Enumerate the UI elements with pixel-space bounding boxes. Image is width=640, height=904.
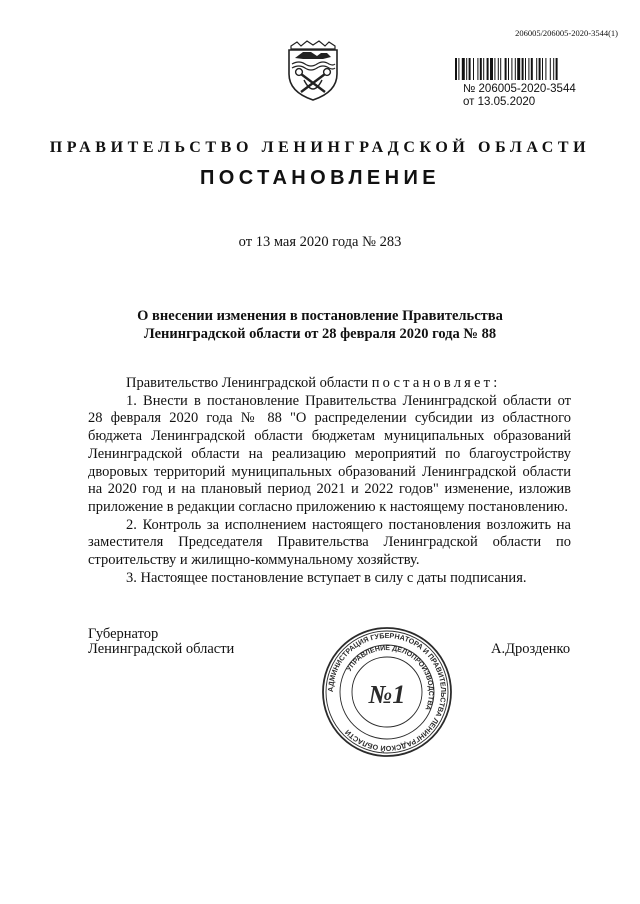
- barcode-bar: [458, 58, 459, 80]
- barcode-bar: [553, 58, 554, 80]
- barcode: [455, 58, 589, 80]
- barcode-bar: [539, 58, 541, 80]
- registry-line: 206005/206005-2020-3544(1): [515, 28, 618, 38]
- stamp-ring-text: АДМИНИСТРАЦИЯ ГУБЕРНАТОРА И ПРАВИТЕЛЬСТВА ЛЕНИНГРАДСКОЙ ОБЛАСТИ: [325, 630, 449, 754]
- stamp-inner-text: УПРАВЛЕНИЕ ДЕЛОПРОИЗВОДСТВА: [345, 644, 435, 712]
- barcode-bar: [545, 58, 546, 80]
- preamble-lead: Правительство Ленинградской области: [126, 375, 372, 391]
- clause-3: 3. Настоящее постановление вступает в силу с даты подписания.: [126, 569, 527, 586]
- preamble: [88, 375, 571, 393]
- barcode-bar: [517, 58, 520, 80]
- barcode-bar: [462, 58, 465, 80]
- registration-date: от 13.05.2020: [463, 96, 536, 108]
- barcode-bar: [480, 58, 482, 80]
- signer-title: Губернатор: [88, 626, 159, 642]
- barcode-bar: [500, 58, 501, 80]
- barcode-bar: [477, 58, 478, 80]
- government-name: ПРАВИТЕЛЬСТВО ЛЕНИНГРАДСКОЙ ОБЛАСТИ: [49, 139, 591, 156]
- barcode-bar: [556, 58, 558, 80]
- barcode-bar: [542, 58, 543, 80]
- preamble-verb: постановляет:: [371, 375, 501, 391]
- document-date-number: от 13 мая 2020 года № 283: [238, 234, 402, 250]
- barcode-bar: [490, 58, 493, 80]
- barcode-bar: [536, 58, 537, 80]
- barcode-bar: [473, 58, 474, 80]
- official-stamp: [319, 624, 455, 760]
- coat-of-arms-icon: [283, 40, 343, 102]
- barcode-bar: [508, 58, 509, 80]
- barcode-bar: [466, 58, 467, 80]
- clause-2: 2. Контроль за исполнением настоящего постановления возложить на заместителя Председателя Правительства Ленинградской области по строительству и жилищно-коммунальному хозяйству.: [88, 516, 571, 569]
- barcode-bar: [498, 58, 499, 80]
- signer-region: Ленинградской области: [88, 641, 235, 657]
- document-body: [88, 375, 571, 587]
- stamp-number: №1: [368, 680, 406, 709]
- barcode-bar: [511, 58, 512, 80]
- barcode-bar: [483, 58, 484, 80]
- clause-1: 1. Внести в постановление Правительства Ленинградской области от 28 февраля 2020 года № 88 "О распределении субсидии из областного бюджета Ленинградской области бюджетам муниципальных образований Ленинградской области на реализацию мероприятий по благоустройству дворовых территорий муниципальных образований Ленинградской области на 2020 год и на плановый период 2021 и 2022 годов" изменение, изложив приложение в редакции согласно приложению к настоящему постановлению.: [88, 392, 571, 515]
- barcode-bar: [550, 58, 551, 80]
- barcode-bar: [505, 58, 507, 80]
- subject-line-1: О внесении изменения в постановление Правительства: [137, 308, 503, 324]
- barcode-bar: [531, 58, 533, 80]
- signer-name: А.Дрозденко: [491, 641, 571, 657]
- subject-line-2: Ленинградской области от 28 февраля 2020 года № 88: [143, 326, 497, 342]
- document-subject: [90, 307, 550, 343]
- barcode-bar: [528, 58, 529, 80]
- barcode-bar: [522, 58, 524, 80]
- registration-number: № 206005-2020-3544: [463, 83, 576, 95]
- barcode-bar: [494, 58, 495, 80]
- barcode-bar: [487, 58, 489, 80]
- barcode-bar: [455, 58, 457, 80]
- barcode-bar: [515, 58, 516, 80]
- barcode-bar: [469, 58, 471, 80]
- document-type: ПОСТАНОВЛЕНИЕ: [200, 167, 440, 189]
- barcode-bar: [525, 58, 526, 80]
